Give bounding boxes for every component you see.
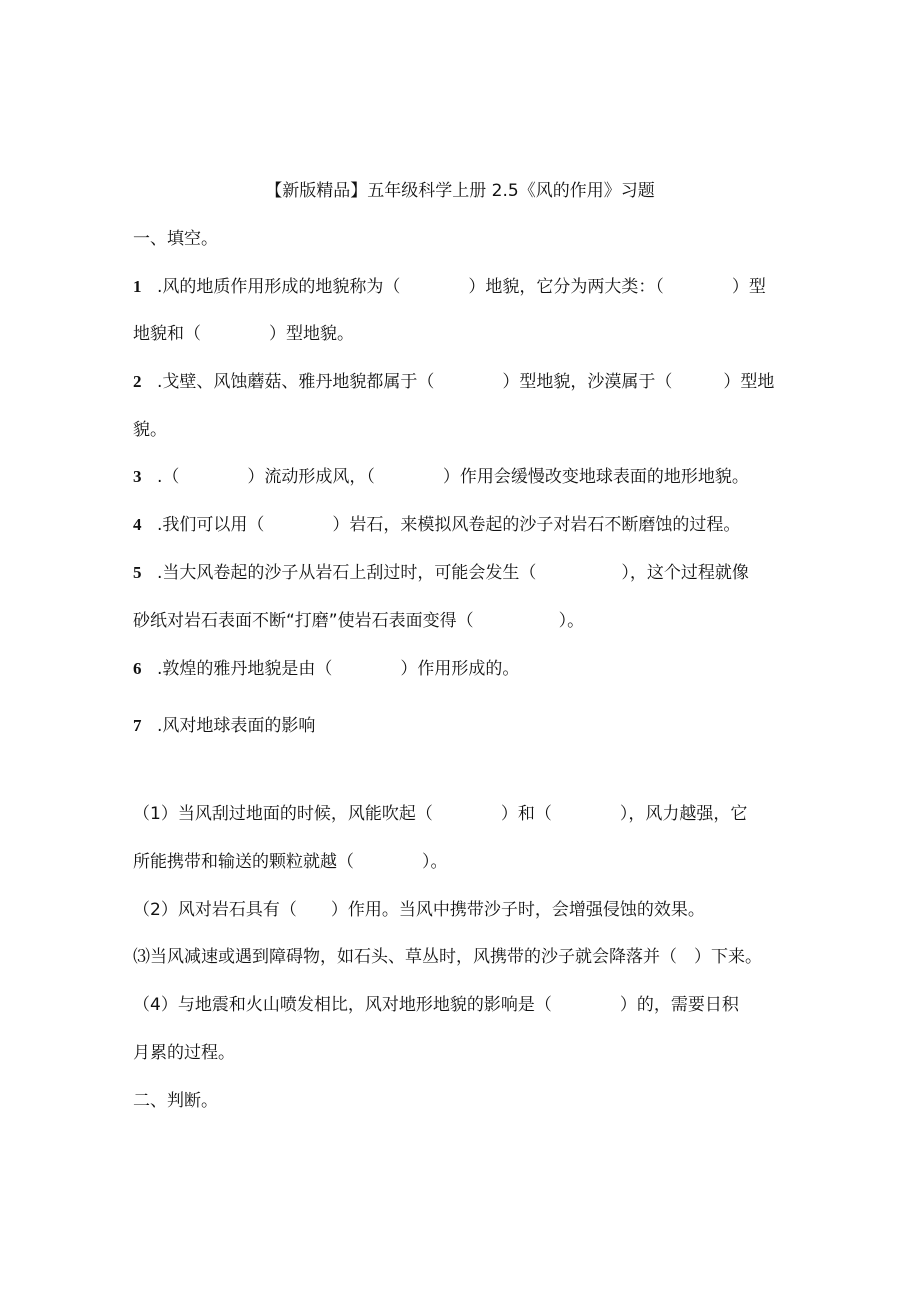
question-1-line-2: 地貌和（ ）型地貌。 [133,324,354,344]
question-number: 3 [133,467,142,486]
question-number: 7 [133,716,142,735]
question-text: .敦煌的雅丹地貌是由（ ）作用形成的。 [157,659,520,679]
sub-question-4-line-1: （4）与地震和火山喷发相比，风对地形地貌的影响是（ ）的，需要日积 [133,995,739,1015]
question-text: .戈壁、风蚀蘑菇、雅丹地貌都属于（ ）型地貌，沙漠属于（ ）型地 [157,372,775,392]
question-text: .当大风卷起的沙子从岩石上刮过时，可能会发生（ ），这个过程就像 [157,563,749,583]
question-5-line-1 [133,562,749,584]
section-heading-judgement: 二、判断。 [133,1091,218,1111]
question-number: 2 [133,372,142,391]
sub-question-4-line-2: 月累的过程。 [133,1043,235,1063]
question-text: .风对地球表面的影响 [157,716,316,736]
sub-question-1-line-1: （1）当风刮过地面的时候，风能吹起（ ）和（ ），风力越强，它 [133,804,748,824]
question-text: .（ ）流动形成风，（ ）作用会缓慢改变地球表面的地形地貌。 [157,467,749,487]
sub-question-1-line-2: 所能携带和输送的颗粒就越（ ）。 [133,852,448,872]
section-heading-fill-blank: 一、填空。 [133,229,218,249]
question-number: 4 [133,515,142,534]
question-number: 6 [133,659,142,678]
question-4-line-1 [133,514,740,536]
question-text: .风的地质作用形成的地貌称为（ ）地貌，它分为两大类：（ ）型 [157,277,766,297]
question-number: 5 [133,563,142,582]
question-1-line-1 [133,276,766,298]
question-number: 1 [133,277,142,296]
sub-question-2-line-1: （2）风对岩石具有（ ）作用。当风中携带沙子时，会增强侵蚀的效果。 [133,900,705,920]
question-2-line-2: 貌。 [133,420,167,440]
question-5-line-2: 砂纸对岩石表面不断“打磨”使岩石表面变得（ ）。 [133,611,585,631]
question-7-line-1 [133,715,315,737]
sub-question-3-line-1: ⑶当风减速或遇到障碍物，如石头、草丛时，风携带的沙子就会降落并（ ）下来。 [133,947,762,967]
question-2-line-1 [133,371,774,393]
question-text: .我们可以用（ ）岩石，来模拟风卷起的沙子对岩石不断磨蚀的过程。 [157,515,741,535]
question-6-line-1 [133,658,519,680]
question-3-line-1 [133,466,749,488]
document-title: 【新版精品】五年级科学上册 2.5《风的作用》习题 [265,181,655,201]
